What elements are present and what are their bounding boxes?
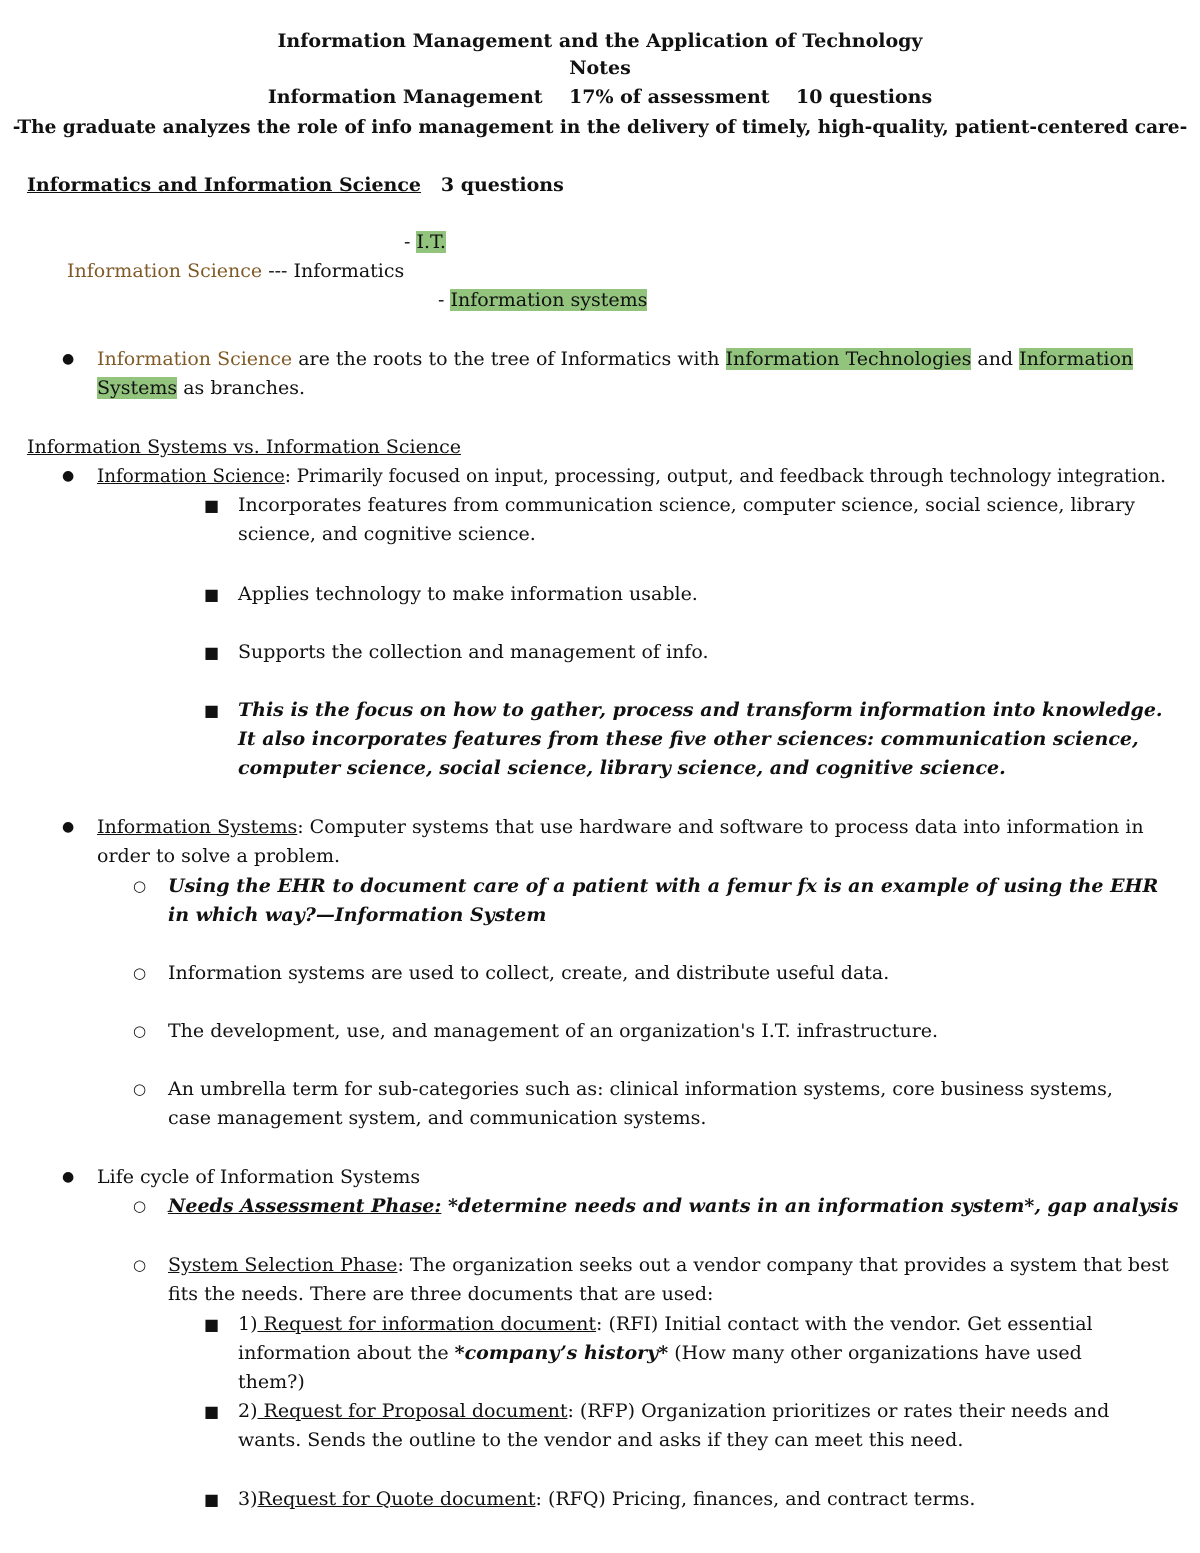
diagram-root-line xyxy=(67,257,404,286)
roots-info-systems: Information Systems xyxy=(97,348,1134,399)
info-science-point-2: Applies technology to make information usable. xyxy=(238,583,698,605)
rfp-number: 2) xyxy=(238,1400,258,1422)
bullet-square-icon: ■ xyxy=(204,643,220,662)
bullet-dot-icon: ● xyxy=(62,351,75,367)
document-title: Information Management and the Application of Technology xyxy=(277,30,923,52)
info-science-point-4: This is the focus on how to gather, process and transform information into knowledge. It also incorporates features from these five other sciences: communication science, computer science, social science, library science, and cognitive science. xyxy=(238,699,1163,779)
section-name: Information Management xyxy=(267,86,543,108)
info-systems-text: : Computer systems that use hardware and software to process data into information in order to solve a problem. xyxy=(97,816,1144,867)
info-systems-point-4: An umbrella term for sub-categories such as: clinical information systems, core business systems, case management system, and communication systems. xyxy=(168,1078,1113,1129)
bullet-dot-icon: ● xyxy=(62,1169,75,1185)
needs-assessment-term: Needs Assessment Phase: xyxy=(168,1195,442,1217)
bullet-square-icon: ■ xyxy=(204,1402,220,1421)
bullet-circle-icon: ○ xyxy=(133,877,147,895)
bullet-circle-icon: ○ xyxy=(133,964,147,982)
bullet-dot-icon: ● xyxy=(62,819,75,835)
document-subtitle: Notes xyxy=(569,57,631,79)
rfi-emphasis: *company’s history* xyxy=(454,1342,669,1364)
system-selection-phase xyxy=(168,1251,1178,1309)
rfi-document xyxy=(238,1310,1138,1397)
rfi-number: 1) xyxy=(238,1313,258,1335)
diagram-it-branch xyxy=(404,228,446,257)
diagram-info-science-label: Information Science xyxy=(67,260,263,282)
objective-statement: -The graduate analyzes the role of info management in the delivery of timely, high-quality, patient-centered care- xyxy=(12,117,1188,138)
system-selection-text: : The organization seeks out a vendor company that provides a system that best fits the needs. There are three documents that are used: xyxy=(168,1254,1169,1305)
roots-info-science: Information Science xyxy=(97,348,293,370)
needs-assessment-phase xyxy=(168,1192,1178,1221)
rfi-text-a: : (RFI) Initial contact with the vendor. Get essential information about the xyxy=(238,1313,1093,1364)
roots-bullet-text xyxy=(97,345,1137,403)
bullet-circle-icon: ○ xyxy=(133,1080,147,1098)
diagram-is-label: Information systems xyxy=(450,289,648,311)
needs-assessment-text: *determine needs and wants in an information system*, gap analysis xyxy=(441,1195,1179,1217)
bullet-dot-icon: ● xyxy=(62,468,75,484)
bullet-circle-icon: ○ xyxy=(133,1197,147,1215)
comparison-heading: Information Systems vs. Information Science xyxy=(27,436,461,458)
bullet-square-icon: ■ xyxy=(204,1315,220,1334)
life-cycle-label: Life cycle of Information Systems xyxy=(97,1166,421,1188)
info-systems-definition xyxy=(97,813,1172,871)
informatics-heading xyxy=(27,171,564,200)
rfi-term: Request for information document xyxy=(257,1313,597,1335)
rfp-term: Request for Proposal document xyxy=(257,1400,568,1422)
informatics-heading-questions: 3 questions xyxy=(440,174,564,196)
info-systems-point-1: Using the EHR to document care of a patient with a femur fx is an example of using the EHR in which way?—Information System xyxy=(168,875,1159,926)
section-summary-line xyxy=(0,83,1200,112)
diagram-it-prefix: - xyxy=(404,231,417,253)
bullet-square-icon: ■ xyxy=(204,701,220,720)
roots-text-a: are the roots to the tree of Informatics with xyxy=(292,348,726,370)
info-systems-point-3: The development, use, and management of an organization's I.T. infrastructure. xyxy=(168,1020,939,1042)
diagram-is-branch xyxy=(438,286,647,315)
rfp-text: : (RFP) Organization prioritizes or rates their needs and wants. Sends the outline to the vendor and asks if they can meet this need. xyxy=(238,1400,1110,1451)
bullet-square-icon: ■ xyxy=(204,1490,220,1509)
system-selection-term: System Selection Phase xyxy=(168,1254,398,1276)
roots-text-c: as branches. xyxy=(177,377,306,399)
roots-info-tech: Information Technologies xyxy=(725,348,972,370)
diagram-informatics-connector: --- Informatics xyxy=(262,260,405,282)
info-science-point-1: Incorporates features from communication science, computer science, social science, library science, and cognitive science. xyxy=(238,494,1135,545)
bullet-circle-icon: ○ xyxy=(133,1022,147,1040)
rfq-number: 3) xyxy=(238,1488,258,1510)
section-questions: 10 questions xyxy=(796,86,933,108)
info-science-definition xyxy=(97,462,1166,491)
informatics-heading-title: Informatics and Information Science xyxy=(27,174,422,196)
info-science-point-3: Supports the collection and management of info. xyxy=(238,641,709,663)
info-science-term: Information Science xyxy=(97,466,285,487)
rfq-text: : (RFQ) Pricing, finances, and contract terms. xyxy=(535,1488,976,1510)
info-systems-point-2: Information systems are used to collect, create, and distribute useful data. xyxy=(168,962,890,984)
rfi-text-b: (How many other organizations have used them?) xyxy=(238,1342,1082,1393)
bullet-square-icon: ■ xyxy=(204,585,220,604)
bullet-square-icon: ■ xyxy=(204,496,220,515)
info-systems-term: Information Systems xyxy=(97,816,298,838)
rfq-document xyxy=(238,1485,975,1514)
diagram-is-prefix: - xyxy=(438,289,451,311)
diagram-it-label: I.T. xyxy=(416,231,446,253)
info-science-text: : Primarily focused on input, processing, output, and feedback through technology integration. xyxy=(284,466,1166,487)
roots-text-b: and xyxy=(971,348,1020,370)
rfp-document xyxy=(238,1397,1158,1455)
rfq-term: Request for Quote document xyxy=(257,1488,536,1510)
section-percent: 17% of assessment xyxy=(569,86,770,108)
bullet-circle-icon: ○ xyxy=(133,1256,147,1274)
